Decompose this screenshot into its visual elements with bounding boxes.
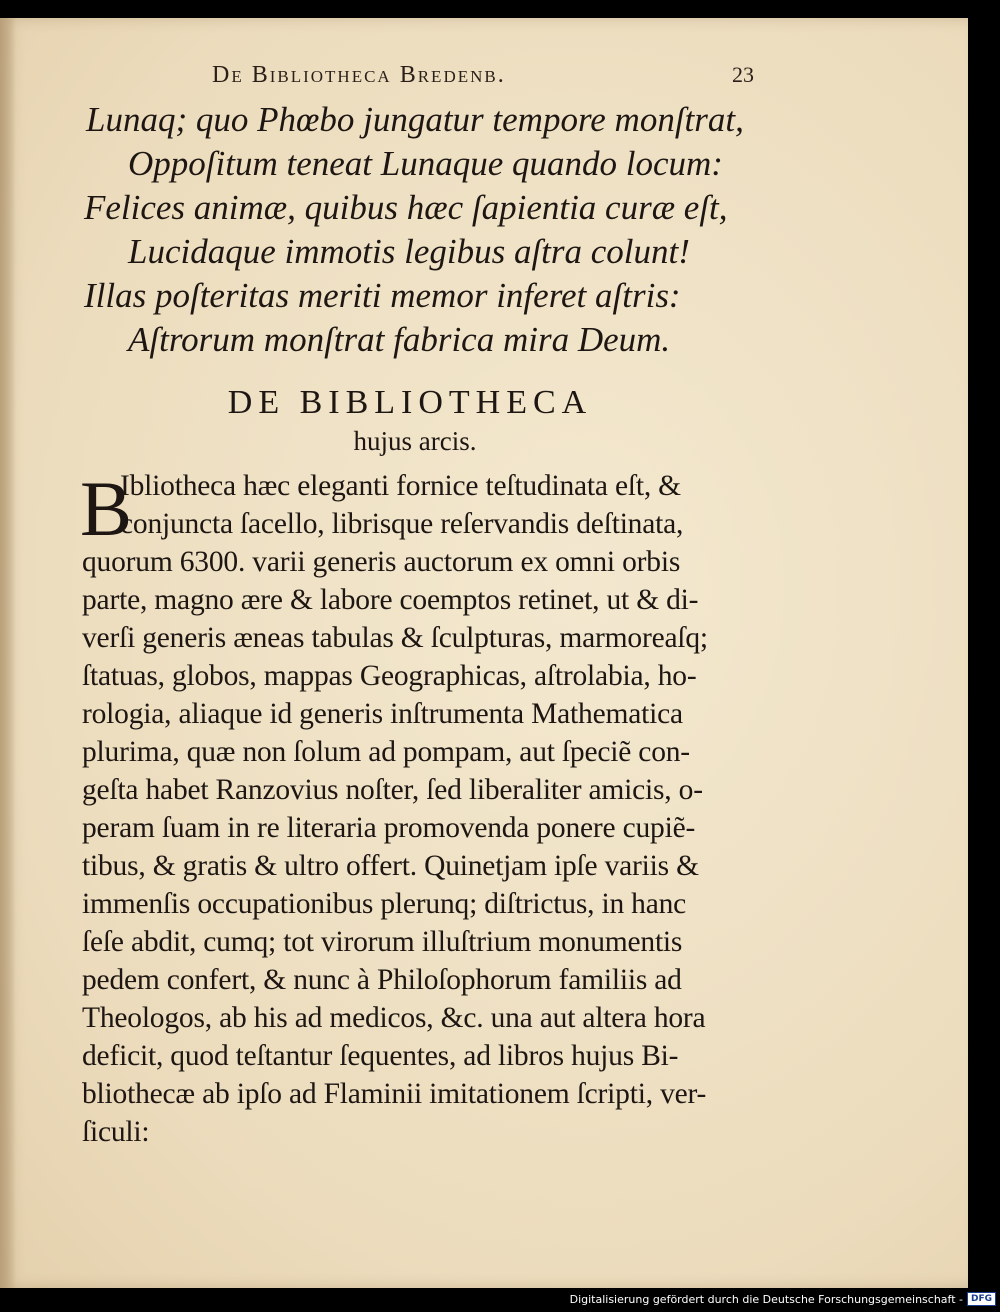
digitization-footer [570,1292,996,1306]
verse-line: Illas poſteritas meriti memor inferet aſtris: [84,276,681,315]
body-line: geſta habet Ranzovius noſter, ſed liberaliter amicis, o- [82,774,703,806]
body-line: tibus, & gratis & ultro offert. Quinetjam ipſe variis & [82,850,699,882]
body-line: Ibliotheca hæc eleganti fornice teſtudinata eſt, & [120,470,681,502]
dfg-logo-icon: DFG [967,1292,996,1306]
body-line: plurima, quæ non ſolum ad pompam, aut ſpeciẽ con- [82,736,690,768]
body-line: quorum 6300. varii generis auctorum ex omni orbis [82,546,681,578]
verse-line: Felices animæ, quibus hæc ſapientia curæ eſt, [84,188,728,227]
drop-cap: B [80,465,133,552]
body-line: rologia, aliaque id generis inſtrumenta Mathematica [82,698,683,730]
verse-line: Oppoſitum teneat Lunaque quando locum: [128,144,723,183]
body-line: conjuncta ſacello, librisque reſervandis deſtinata, [120,508,684,540]
body-line: bliothecæ ab ipſo ad Flaminii imitationem ſcripti, ver- [82,1078,707,1110]
body-line: parte, magno ære & labore coemptos retinet, ut & di- [82,584,699,616]
body-line: ſeſe abdit, cumq; tot virorum illuſtrium monumentis [82,926,683,958]
body-line: ſiculi: [82,1116,150,1148]
book-page [0,18,968,1288]
body-line: verſi generis æneas tabulas & ſculpturas, marmoreaſq; [82,622,708,654]
verse-line: Lucidaque immotis legibus aſtra colunt! [128,232,690,271]
footer-text: Digitalisierung gefördert durch die Deutsche Forschungsgemeinschaft - [569,1292,963,1306]
body-line: pedem confert, & nunc à Philoſophorum familiis ad [82,964,682,996]
body-line: Theologos, ab his ad medicos, &c. una aut altera hora [82,1002,706,1034]
section-subheading: hujus arcis. [353,426,477,456]
page-gutter [0,18,16,1288]
page-number: 23 [732,62,754,87]
section-heading: DE BIBLIOTHECA [227,384,593,421]
body-line: deficit, quod teſtantur ſequentes, ad libros hujus Bi- [82,1040,679,1072]
running-head: De Bibliotheca Bredenb. [212,62,506,88]
verse-line: Aſtrorum monſtrat fabrica mira Deum. [128,320,671,359]
body-line: immenſis occupationibus plerunq; diſtrictus, in hanc [82,888,687,920]
body-line: peram ſuam in re literaria promovenda ponere cupiẽ- [82,812,696,844]
verse-line: Lunaq; quo Phœbo jungatur tempore monſtrat, [86,100,744,139]
body-line: ſtatuas, globos, mappas Geographicas, aſtrolabia, ho- [82,660,697,692]
